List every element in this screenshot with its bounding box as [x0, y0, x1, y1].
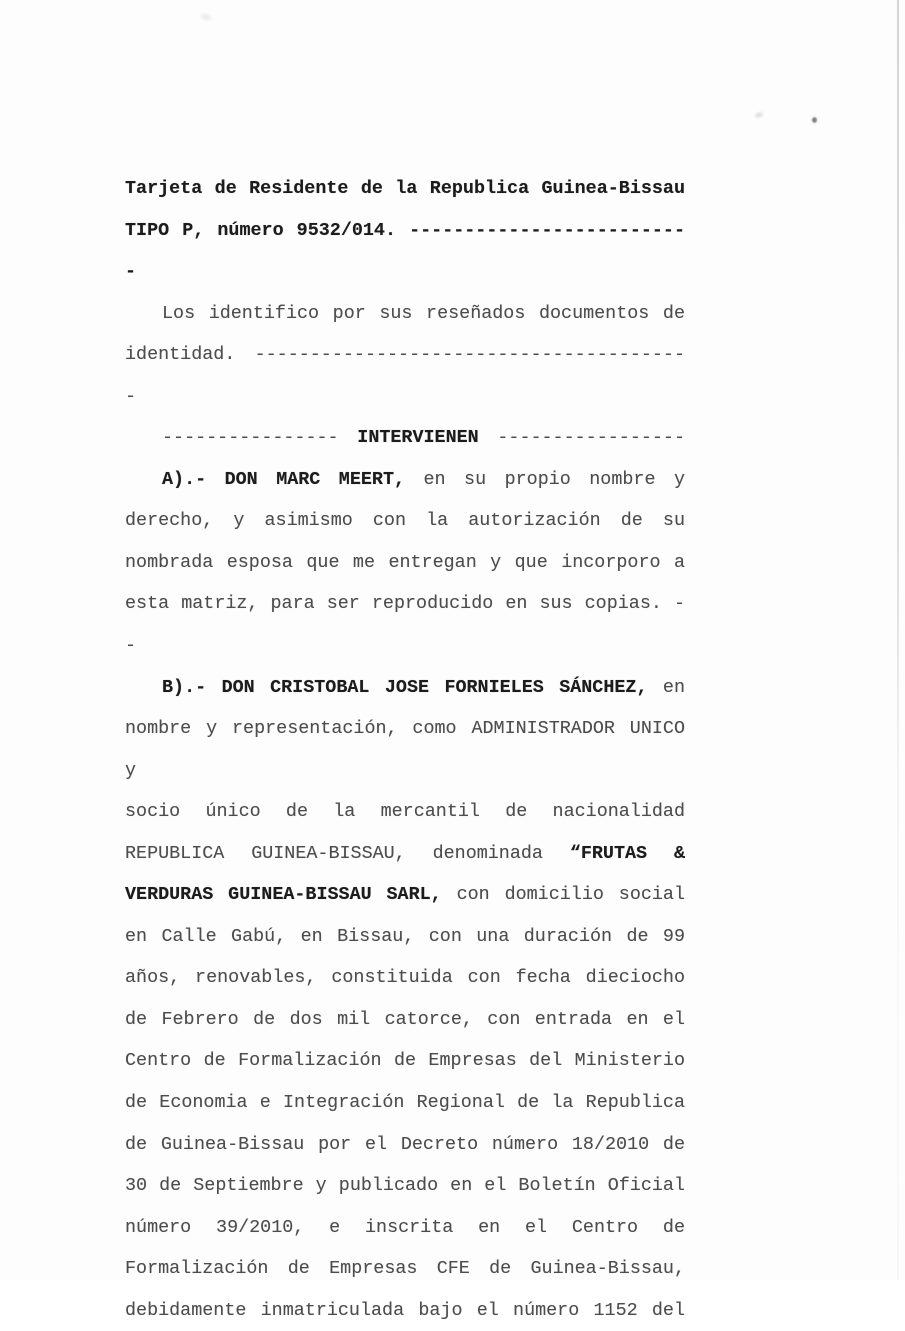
text-segment-bold: Tarjeta de Residente de la Republica Guinea-Bissau	[125, 178, 685, 199]
document-line	[125, 459, 685, 501]
scan-speck	[752, 109, 766, 121]
text-segment: REPUBLICA GUINEA-BISSAU, denominada	[125, 842, 570, 864]
document-line	[125, 542, 685, 584]
document-line	[125, 833, 685, 875]
text-segment: en	[647, 676, 686, 698]
text-segment: esta matriz, para ser reproducido en sus copias. --	[125, 593, 685, 657]
text-segment: con domicilio social	[441, 884, 685, 906]
document-line	[125, 1082, 685, 1124]
document-line	[125, 210, 685, 293]
document-line	[125, 1124, 685, 1166]
document-line	[125, 1248, 685, 1290]
document-line	[125, 293, 685, 335]
text-segment: derecho, y asimismo con la autorización de su	[125, 510, 685, 532]
document-line	[125, 1040, 685, 1082]
text-segment-bold: B).- DON CRISTOBAL JOSE FORNIELES SÁNCHEZ,	[162, 676, 648, 698]
document-line	[125, 500, 685, 542]
document-line	[125, 999, 685, 1041]
text-segment: nombrada esposa que me entregan y que incorporo a	[125, 551, 685, 573]
scan-speck	[811, 116, 818, 124]
text-segment: de Economia e Integración Regional de la Republica	[125, 1092, 685, 1114]
document-line	[125, 708, 685, 791]
text-segment: Centro de Formalización de Empresas del Ministerio	[125, 1050, 685, 1072]
text-segment: identidad. ----------------------------------------	[125, 344, 685, 407]
text-segment: número 39/2010, e inscrita en el Centro de	[125, 1216, 685, 1238]
text-segment: en Calle Gabú, en Bissau, con una duración de 99	[125, 925, 685, 947]
document-line	[125, 168, 685, 210]
text-segment-bold: INTERVIENEN	[357, 427, 479, 449]
text-segment: Los identifico por sus reseñados documentos de	[162, 302, 685, 324]
document-line	[125, 957, 685, 999]
text-segment-bold: VERDURAS GUINEA-BISSAU SARL,	[125, 884, 442, 906]
text-segment-bold: A).- DON MARC MEERT,	[162, 468, 406, 490]
text-segment: años, renovables, constituida con fecha dieciocho	[125, 967, 685, 989]
document-line	[125, 1207, 685, 1249]
text-segment: de Febrero de dos mil catorce, con entrada en el	[125, 1008, 685, 1030]
document-line	[125, 1290, 685, 1331]
text-segment: Formalización de Empresas CFE de Guinea-Bissau,	[125, 1258, 685, 1280]
text-segment: nombre y representación, como ADMINISTRADOR UNICO y	[125, 718, 685, 781]
document-text-block	[125, 168, 685, 1331]
text-segment-bold: TIPO P, número 9532/014. --------------------------	[125, 219, 685, 283]
document-line	[125, 1165, 685, 1207]
text-segment: socio único de la mercantil de nacionalidad	[125, 801, 685, 823]
text-segment: -----------------	[478, 427, 685, 449]
scan-speck	[197, 10, 215, 24]
text-segment: ----------------	[162, 427, 358, 449]
document-line	[125, 874, 685, 916]
text-segment: de Guinea-Bissau por el Decreto número 18/2010 de	[125, 1133, 685, 1155]
text-segment: en su propio nombre y	[405, 468, 685, 490]
text-segment: debidamente inmatriculada bajo el número 1152 del	[125, 1299, 685, 1321]
document-line	[125, 583, 685, 666]
document-line	[125, 334, 685, 417]
document-line	[125, 791, 685, 833]
document-line	[125, 916, 685, 958]
text-segment: 30 de Septiembre y publicado en el Boletín Oficial	[125, 1175, 685, 1197]
document-line	[125, 417, 685, 459]
text-segment-bold: “FRUTAS &	[569, 842, 685, 864]
page-edge-shadow	[897, 0, 899, 1280]
document-line	[125, 667, 685, 709]
